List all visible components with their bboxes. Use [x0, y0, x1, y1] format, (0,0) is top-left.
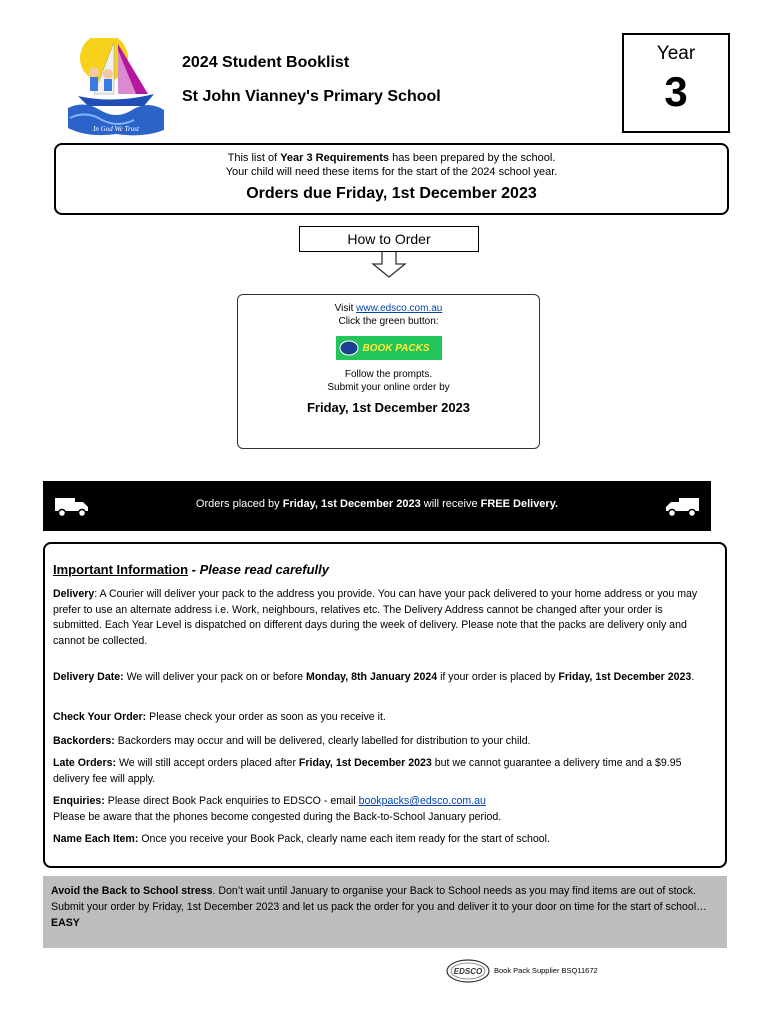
year-label: Year [656, 43, 696, 64]
school-logo [64, 38, 168, 138]
name-each-item-paragraph: Name Each Item: Once you receive your Book Pack, clearly name each item ready for the start of school. [53, 833, 550, 845]
follow-prompts: Follow the prompts. [344, 369, 433, 380]
logo-motto: In God We Trust [93, 125, 139, 133]
enquiries-paragraph: Enquiries: Please direct Book Pack enquiries to EDSCO - email bookpacks@edsco.com.au Please be aware that the phones become congested during the Back-to-School January period. [53, 795, 502, 823]
down-arrow-icon [371, 252, 407, 278]
visit-line: Visit www.edsco.com.au [334, 303, 443, 314]
book-packs-icon [336, 336, 442, 360]
delivery-truck-icon [663, 494, 701, 520]
book-packs-button[interactable] [336, 336, 442, 360]
requirements-line-2: Your child will need these items for the start of the 2024 school year. [225, 166, 558, 178]
edsco-logo [445, 958, 491, 984]
free-delivery-banner [43, 481, 711, 531]
submit-instruction: Submit your online order by [327, 382, 450, 393]
book-packs-label: BOOK PACKS [361, 343, 430, 354]
year-number: 3 [664, 68, 688, 115]
delivery-paragraph: Delivery: A Courier will deliver your pack to the address you provide. You can have your pack delivered to your home address or you may prefer to use an alternate address i.e. Work, neighbours, relatives etc. The Delivery Address cannot be changed after your order is submitted. Each Year Level is dispatched on different days during the week of delivery. Please note that the packs are delivery only and cannot be collected. [53, 588, 698, 647]
booklist-title: 2024 Student Booklist [182, 54, 350, 71]
requirements-line-1: This list of Year 3 Requirements has been prepared by the school. [227, 152, 556, 164]
requirements-box [54, 143, 729, 215]
delivery-date-paragraph: Delivery Date: We will deliver your pack on or before Monday, 8th January 2024 if your order is placed by Friday, 1st December 2023. [53, 671, 695, 683]
edsco-logo-text: EDSCO [453, 967, 483, 976]
visit-instructions-box [237, 294, 540, 449]
info-heading: Important Information - Please read carefully [53, 562, 329, 577]
edsco-link[interactable]: www.edsco.com.au [356, 303, 443, 314]
important-information-box [43, 542, 727, 868]
check-order-paragraph: Check Your Order: Please check your order as soon as you receive it. [53, 711, 386, 723]
school-name: St John Vianney's Primary School [182, 88, 441, 105]
backorders-paragraph: Backorders: Backorders may occur and will be delivered, clearly labelled for distribution to your child. [53, 735, 531, 747]
year-box [622, 33, 730, 133]
click-instruction: Click the green button: [338, 316, 439, 327]
avoid-stress-box [43, 876, 727, 948]
how-to-order-box: How to Order [299, 226, 479, 252]
avoid-stress-text: Avoid the Back to School stress. Don’t wait until January to organise your Back to School needs as you may find items are out of stock. Submit your order by Friday, 1st December 2023 and let us pack the order for you and deliver it to your door on time for the start of school… EASY [51, 885, 707, 929]
delivery-banner-text: Orders placed by Friday, 1st December 2023 will receive FREE Delivery. [195, 498, 559, 510]
late-orders-paragraph: Late Orders: We will still accept orders placed after Friday, 1st December 2023 but we cannot guarantee a delivery time and a $9.95 delivery fee will apply. [53, 757, 682, 785]
supplier-text: Book Pack Supplier BSQ11672 [494, 966, 598, 975]
enquiries-email-link[interactable]: bookpacks@edsco.com.au [358, 795, 486, 807]
visit-due-date: Friday, 1st December 2023 [306, 400, 471, 415]
orders-due-date: Orders due Friday, 1st December 2023 [246, 185, 537, 202]
